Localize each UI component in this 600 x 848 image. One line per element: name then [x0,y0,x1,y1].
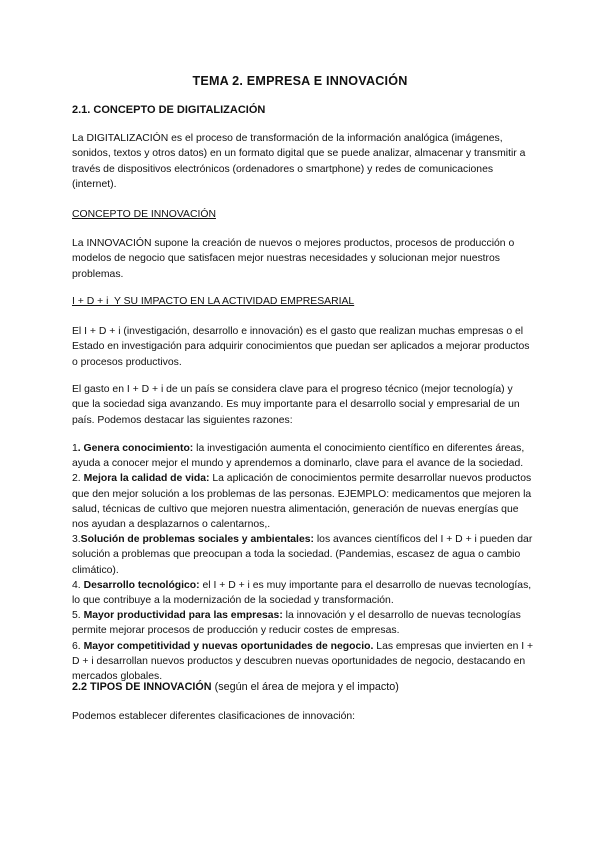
list-item-number: 6. [72,640,84,652]
list-item [72,441,534,471]
paragraph-tipos: Podemos establecer diferentes clasificaciones de innovación: [72,711,356,722]
list-item-bold: Mayor productividad para las empresas: [83,610,283,622]
reasons-list [72,441,534,684]
list-item-bold: Mayor competitividad y nuevas oportunidades de negocio. [83,640,374,652]
page-title: TEMA 2. EMPRESA E INNOVACIÓN [192,74,408,88]
section-heading-tipos [72,681,399,693]
list-item-bold: . Genera conocimiento: [77,443,194,454]
paragraph-innovacion: La INNOVACIÓN supone la creación de nuevos o mejores productos, procesos de producción o modelos de negocio que satisfacen mejor nuestras necesidades y solucionan mejor nuestros problemas. [72,238,515,280]
list-item-text: los avances científicos del I + D + i pueden dar solución a problemas que preocupan a toda la sociedad. (Pandemias, escasez de agua o cambio climático). [72,534,533,576]
section-heading-tipos-bold: 2.2 TIPOS DE INNOVACIÓN [72,681,212,693]
list-item-bold: Mejora la calidad de vida: [83,473,210,485]
list-item-number: 5. [72,610,84,622]
list-item [72,471,534,532]
list-item-number: 2. [72,473,84,485]
subheading-innovacion: CONCEPTO DE INNOVACIÓN [72,209,216,220]
list-item [72,639,534,685]
section-heading-digitalizacion: 2.1. CONCEPTO DE DIGITALIZACIÓN [72,104,266,116]
subheading-idi: I + D + i Y SU IMPACTO EN LA ACTIVIDAD EMPRESARIAL [72,296,355,307]
list-item-bold: Desarrollo tecnológico: [83,579,200,591]
list-item-text: la innovación y el desarrollo de nuevas tecnologías permite mejorar procesos de producción y reducir costes de empresas. [72,610,521,637]
list-item [72,532,534,578]
paragraph-idi-importance: El gasto en I + D + i de un país se considera clave para el progreso técnico (mejor tecnología) y que la sociedad siga avanzando. Es muy importante para el desarrollo social y empresarial de un país. Podemos destacar las siguientes razones: [72,384,520,426]
paragraph-idi-definition: El I + D + i (investigación, desarrollo e innovación) es el gasto que realizan muchas empresas o el Estado en investigación para adquirir conocimientos que puedan ser aplicados a mejorar productos o procesos productivos. [72,326,530,368]
paragraph-digitalizacion: La DIGITALIZACIÓN es el proceso de transformación de la información analógica (imágenes, sonidos, textos y otros datos) en un formato digital que se puede analizar, almacenar y transmitir a través de dispositivos electrónicos (ordenadores o smartphone) y redes de comunicaciones (internet). [72,133,526,190]
list-item [72,608,534,638]
list-item-text: el I + D + i es muy importante para el desarrollo de nuevas tecnologías, lo que contribuye a la modernización de la sociedad y transformación. [72,579,532,607]
list-item-bold: Solución de problemas sociales y ambientales: [80,534,314,546]
list-item-number: 3. [72,534,81,546]
section-heading-tipos-suffix: (según el área de mejora y el impacto) [211,681,399,693]
list-item-number: 1 [72,443,78,454]
list-item-number: 4. [72,579,84,591]
list-item-text: Las empresas que invierten en I + D + i desarrollan nuevos productos y descubren nuevas oportunidades de negocio, destacando en mercados globales. [72,640,534,683]
list-item-text: la investigación aumenta el conocimiento científico en diferentes áreas, ayuda a conocer mejor el mundo y aprendemos a dominarlo, clave para el avance de la sociedad. [72,443,525,470]
list-item-text: La aplicación de conocimientos permite desarrollar nuevos productos que den mejor solución a los problemas de las personas. EJEMPLO: medicamentos que mejoren la salud, técnicas de cultivo que mejoren nuestra alimentación, generación de nuevas energías que nos ayudan a desplazarnos o calentarnos,. [72,473,532,531]
list-item [72,578,534,608]
